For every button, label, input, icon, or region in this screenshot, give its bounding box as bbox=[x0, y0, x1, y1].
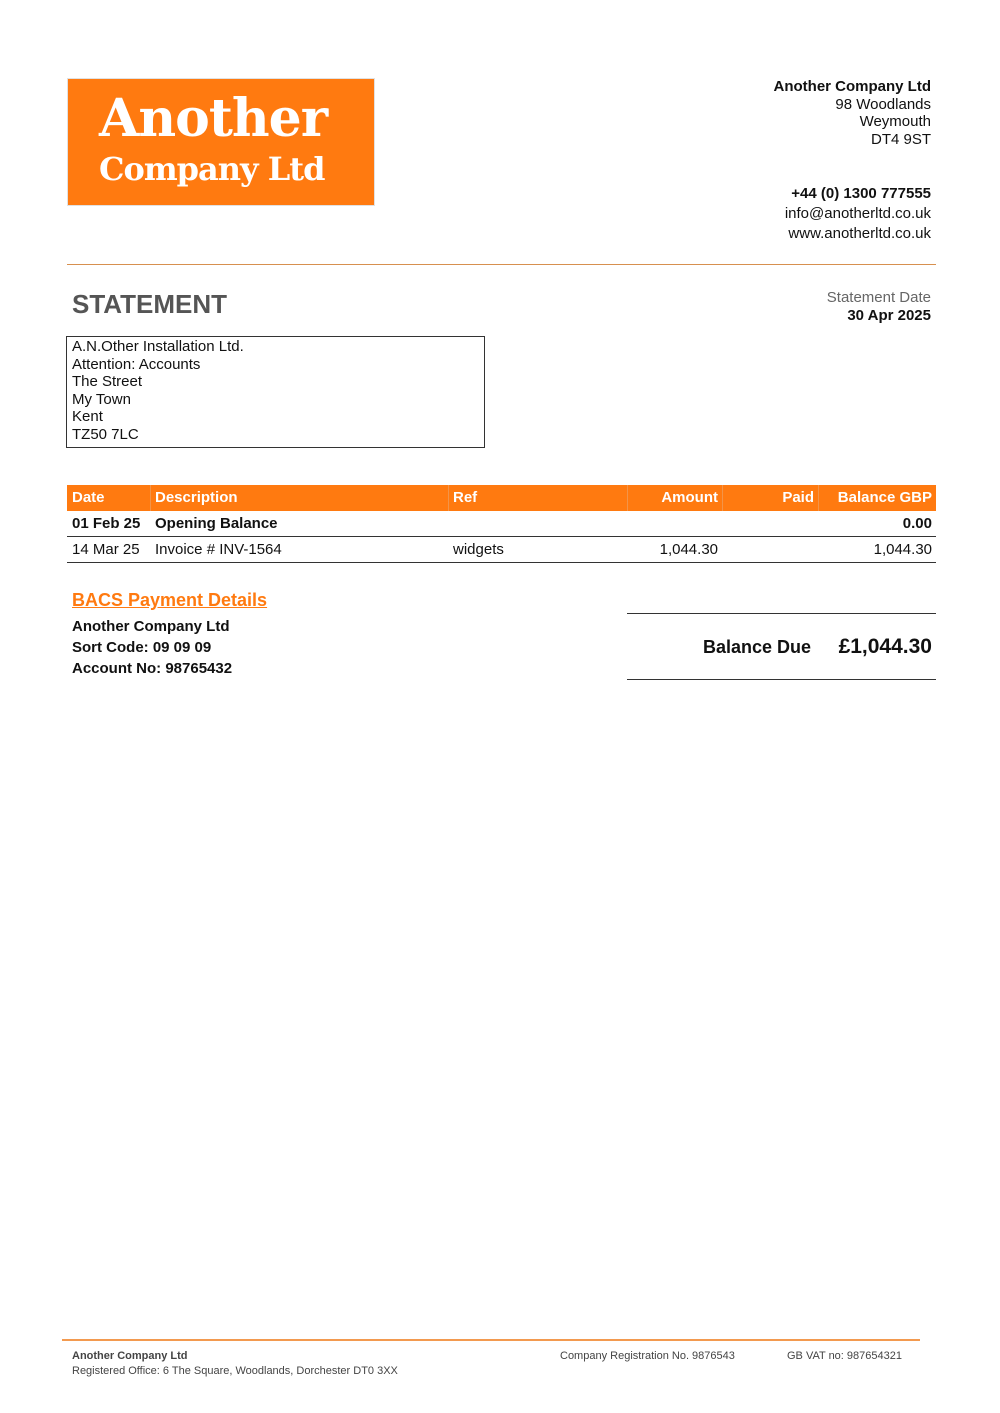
header-amount: Amount bbox=[661, 489, 718, 506]
recipient-line: Kent bbox=[72, 408, 103, 425]
statement-table bbox=[67, 485, 936, 563]
column-separator bbox=[818, 485, 819, 511]
balance-due-value: £1,044.30 bbox=[838, 635, 932, 658]
recipient-line: The Street bbox=[72, 373, 143, 390]
header-date: Date bbox=[72, 489, 105, 506]
company-website: www.anotherltd.co.uk bbox=[788, 225, 931, 242]
row-date: 14 Mar 25 bbox=[72, 541, 140, 558]
statement-date-label: Statement Date bbox=[826, 289, 931, 306]
table-header bbox=[67, 485, 936, 511]
statement-date bbox=[827, 289, 931, 325]
column-separator bbox=[448, 485, 449, 511]
company-address bbox=[774, 78, 932, 148]
bacs-account-number: Account No: 98765432 bbox=[72, 660, 233, 677]
table-row bbox=[67, 511, 936, 537]
column-separator bbox=[150, 485, 151, 511]
document-title: STATEMENT bbox=[72, 289, 228, 319]
bacs-company-name: Another Company Ltd bbox=[72, 618, 230, 635]
balance-divider-top bbox=[627, 613, 936, 614]
row-ref: widgets bbox=[453, 541, 504, 558]
recipient-line: My Town bbox=[72, 390, 131, 408]
footer-registered-office: Registered Office: 6 The Square, Woodlands, Dorchester DT0 3XX bbox=[72, 1365, 398, 1377]
company-logo bbox=[67, 78, 375, 206]
company-name: Another Company Ltd bbox=[773, 78, 931, 95]
header-balance: Balance GBP bbox=[837, 489, 932, 506]
logo-text-line1: Another bbox=[99, 88, 328, 149]
company-email: info@anotherltd.co.uk bbox=[784, 205, 931, 222]
column-separator bbox=[722, 485, 723, 511]
recipient-line: Attention: Accounts bbox=[72, 355, 201, 373]
header-description: Description bbox=[155, 489, 238, 506]
balance-divider-bottom bbox=[627, 679, 936, 680]
company-address-line: 98 Woodlands bbox=[835, 95, 931, 113]
company-contact bbox=[785, 184, 931, 244]
row-description: Opening Balance bbox=[155, 515, 278, 532]
header-divider bbox=[67, 264, 936, 265]
row-date: 01 Feb 25 bbox=[72, 515, 141, 532]
row-description: Invoice # INV-1564 bbox=[155, 541, 282, 558]
header-ref: Ref bbox=[453, 489, 478, 506]
company-address-line: Weymouth bbox=[859, 113, 931, 130]
header-paid: Paid bbox=[782, 489, 814, 506]
recipient-line: TZ50 7LC bbox=[72, 425, 139, 443]
footer-company-name: Another Company Ltd bbox=[72, 1350, 188, 1362]
logo-text-line2: Company Ltd bbox=[99, 150, 325, 188]
table-row bbox=[67, 537, 936, 563]
bacs-details bbox=[72, 616, 232, 679]
company-phone: +44 (0) 1300 777555 bbox=[791, 185, 931, 202]
footer-vat-number: GB VAT no: 987654321 bbox=[787, 1350, 902, 1362]
footer-company-registration: Company Registration No. 9876543 bbox=[560, 1350, 735, 1362]
recipient-address-box bbox=[66, 336, 485, 448]
statement-date-value: 30 Apr 2025 bbox=[847, 307, 931, 324]
row-balance: 1,044.30 bbox=[873, 541, 932, 558]
column-separator bbox=[627, 485, 628, 511]
row-amount: 1,044.30 bbox=[659, 541, 718, 558]
company-address-line: DT4 9ST bbox=[870, 130, 931, 148]
recipient-line: A.N.Other Installation Ltd. bbox=[72, 338, 244, 355]
bacs-sort-code: Sort Code: 09 09 09 bbox=[72, 639, 212, 656]
footer-divider bbox=[62, 1339, 920, 1341]
row-balance: 0.00 bbox=[902, 515, 932, 532]
bacs-payment-details-heading: BACS Payment Details bbox=[72, 590, 268, 610]
balance-due-label: Balance Due bbox=[703, 637, 812, 657]
